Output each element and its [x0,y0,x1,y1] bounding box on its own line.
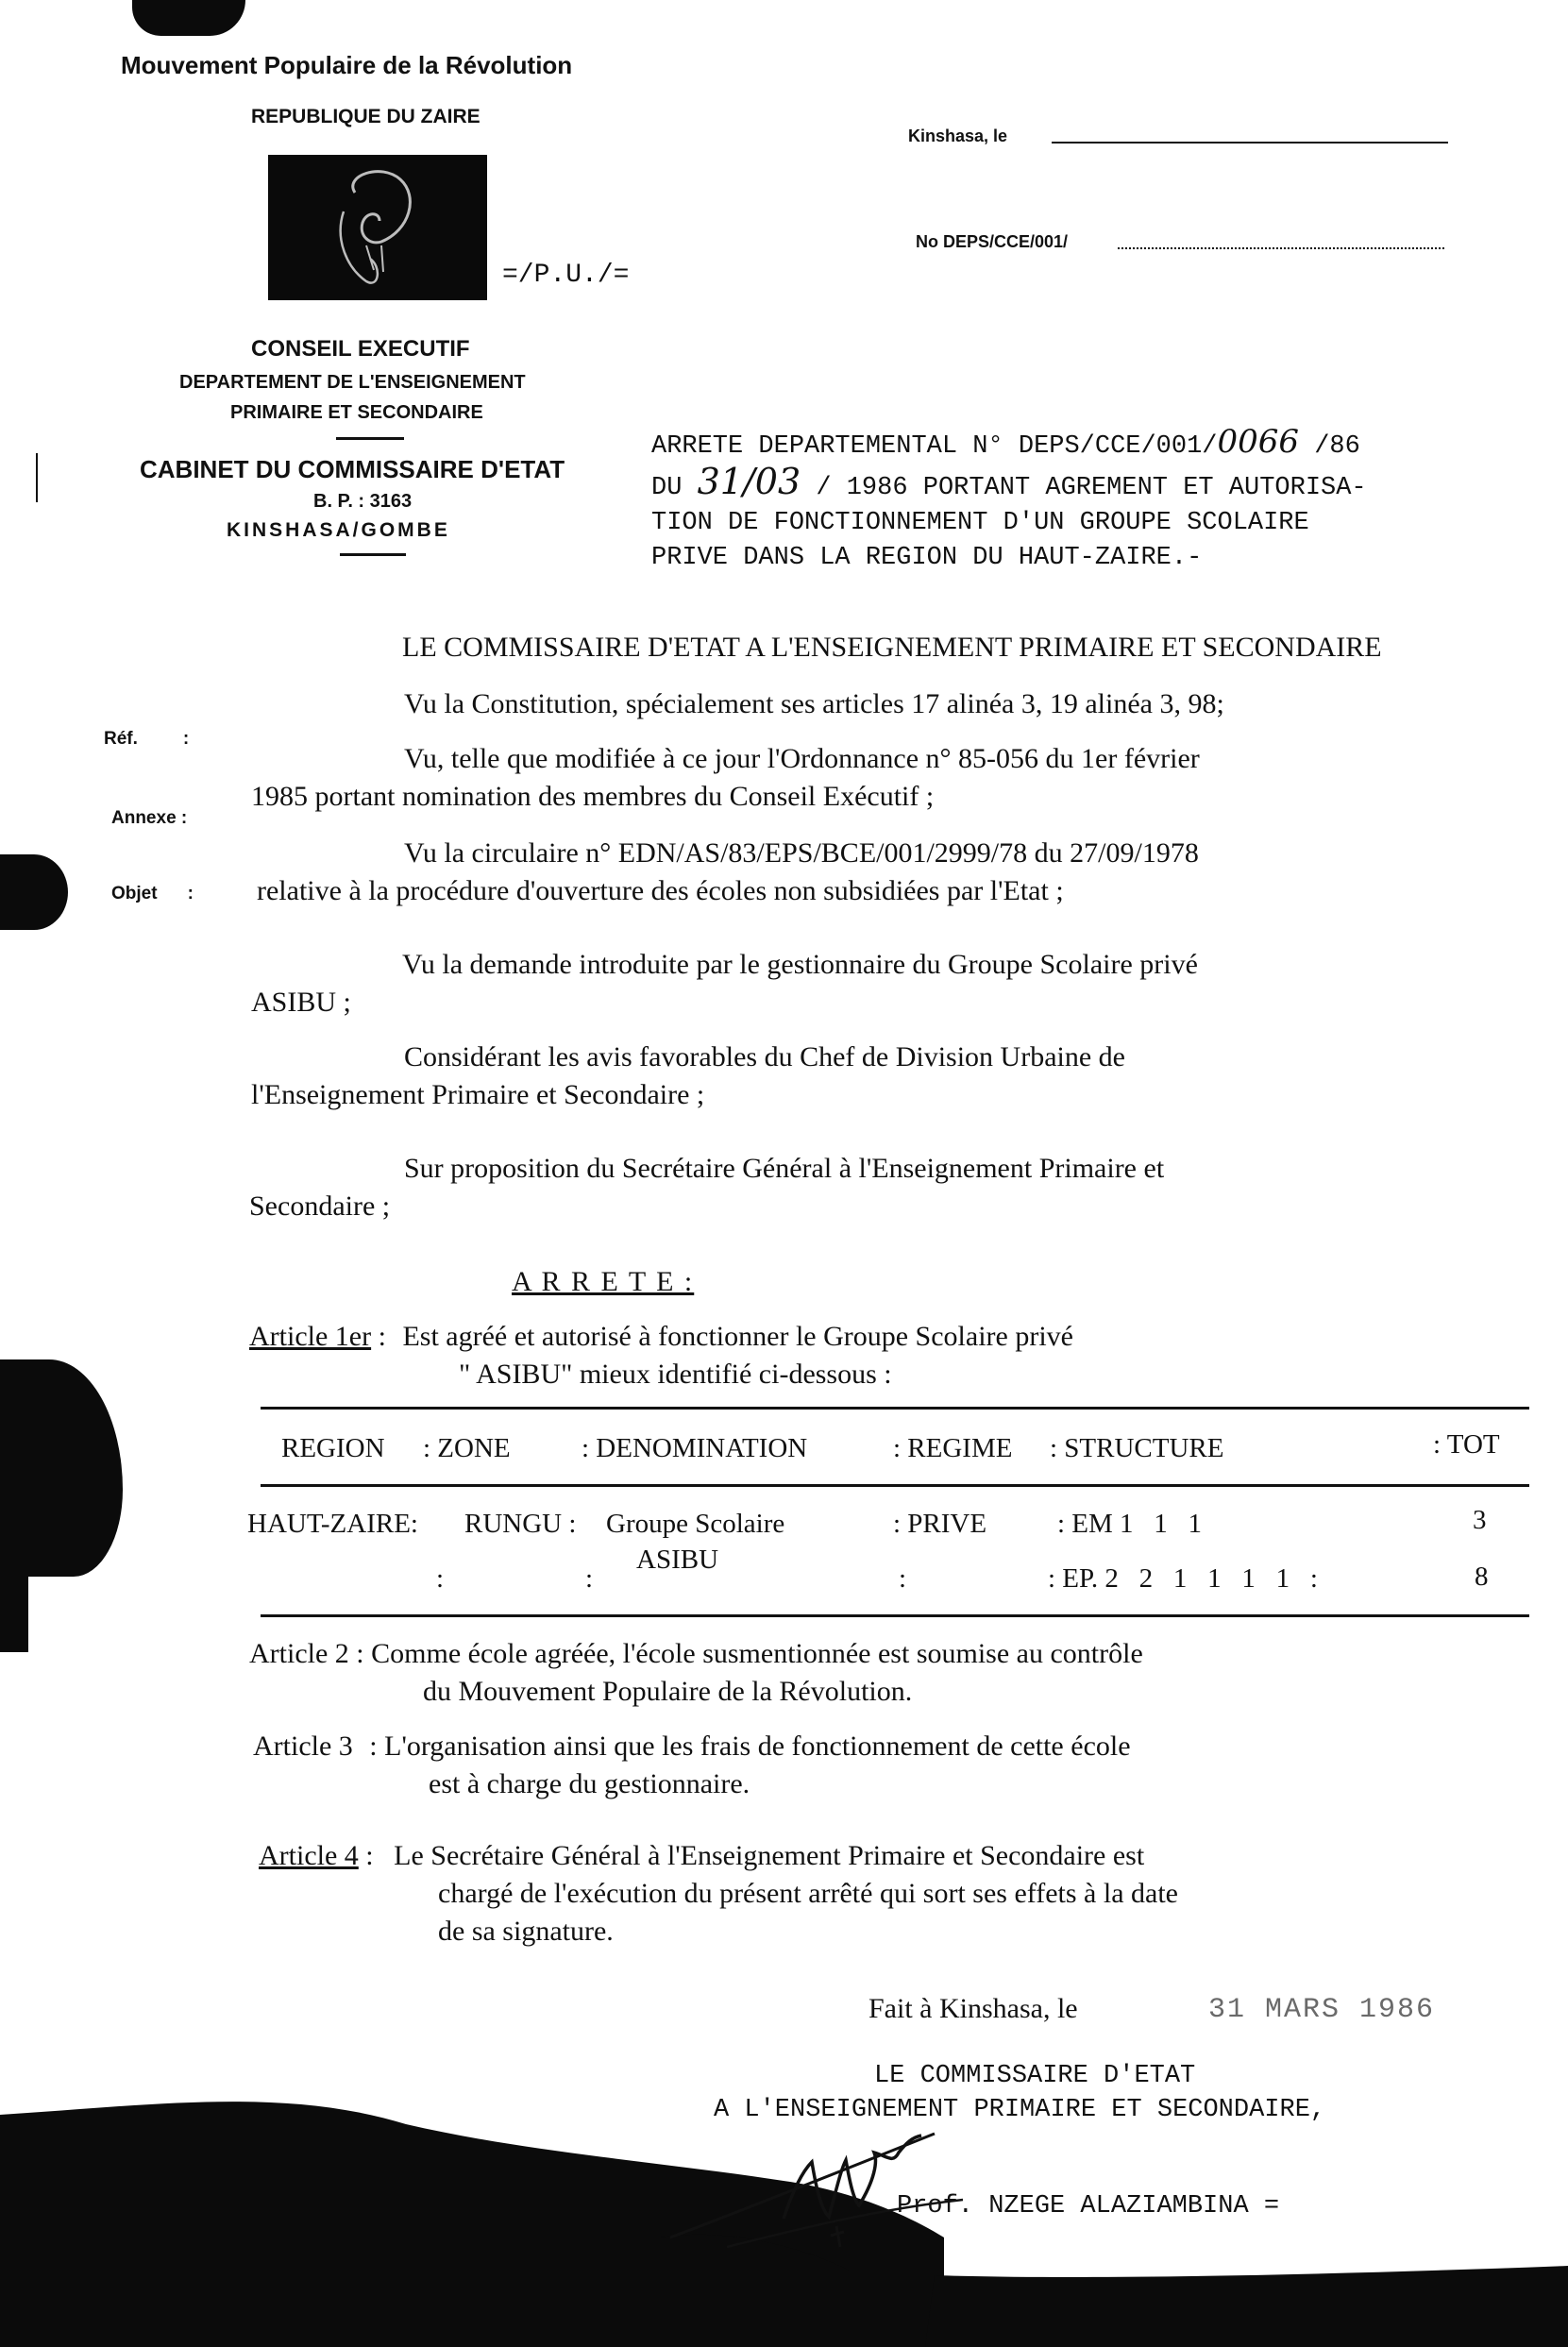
reference-number-line [1118,247,1444,249]
title-line4: PRIVE DANS LA REGION DU HAUT-ZAIRE.- [651,544,1203,572]
sur-proposition: Sur proposition du Secrétaire Général à l'Enseignement Primaire et Secondaire ; [249,1153,1165,1222]
vu-ordonnance: Vu, telle que modifiée à ce jour l'Ordonnance n° 85-056 du 1er février 1985 portant nomination des membres du Conseil Exécutif ; [251,743,1200,812]
title-line2: DU 31/03 / 1986 PORTANT AGREMENT ET AUTORISA- [651,461,1367,502]
handwritten-signature [651,2115,1010,2256]
vu-demande: Vu la demande introduite par le gestionnaire du Groupe Scolaire privé ASIBU ; [251,949,1198,1018]
row1-region: HAUT-ZAIRE: [247,1509,418,1539]
scan-blot-left-mid [0,854,68,930]
col-header-structure: : STRUCTURE [1050,1433,1224,1463]
col-header-denomination: : DENOMINATION [582,1433,808,1463]
vu-constitution: Vu la Constitution, spécialement ses articles 17 alinéa 3, 19 alinéa 3, 98; [404,688,1224,719]
row2-total: 8 [1475,1562,1489,1592]
signatory-title-line2: A L'ENSEIGNEMENT PRIMAIRE ET SECONDAIRE, [714,2096,1326,2124]
council-name: CONSEIL EXECUTIF [251,336,470,362]
row2-region-sep: : [436,1563,445,1594]
row1-structure: : EM 1 1 1 [1057,1509,1203,1539]
row1-regime: : PRIVE [893,1509,987,1539]
col-header-zone: : ZONE [423,1433,511,1463]
table-header-rule [261,1484,1529,1487]
scan-blot-top [132,0,245,36]
scan-blot-left-edge [0,1567,28,1652]
ref-label: Réf. : [104,729,190,749]
article-2: Article 2 : Comme école agréée, l'école susmentionnée est soumise au contrôle du Mouvement Populaire de la Révolution. [249,1638,1143,1707]
department-line1: DEPARTEMENT DE L'ENSEIGNEMENT [179,372,526,393]
row1-zone: RUNGU : [464,1509,577,1539]
row2-structure: : EP. 2 2 1 1 1 1 : [1048,1563,1318,1594]
closing-place: Fait à Kinshasa, le [868,1993,1078,2024]
department-line2: PRIMAIRE ET SECONDAIRE [230,402,483,423]
postal-box: B. P. : 3163 [313,491,413,512]
vu-circulaire: Vu la circulaire n° EDN/AS/83/EPS/BCE/001/2999/78 du 27/09/1978 relative à la procédure d'ouverture des écoles non subsidiées par l'Etat ; [257,837,1199,906]
cabinet-name: CABINET DU COMMISSAIRE D'ETAT [140,455,565,483]
left-margin-ticks [36,453,38,502]
row1-denomination-line1: Groupe Scolaire [606,1509,785,1539]
row2-regime-sep: : [899,1563,907,1594]
object-label: Objet : [111,884,194,903]
decision-heading: A R R E T E : [512,1266,695,1297]
row1-denomination-line2: ASIBU [636,1545,719,1575]
city-name: KINSHASA/GOMBE [227,519,450,541]
annex-label: Annexe : [111,808,188,828]
date-stamp: 31 MARS 1986 [1208,1994,1436,2026]
place-date-label: Kinshasa, le [908,127,1008,145]
article-4-label: Article 4 [259,1840,359,1871]
article-4: Article 4 : Le Secrétaire Général à l'Enseignement Primaire et Secondaire est chargé de l'exécution du présent arrêté qui sort ses effets à la date de sa signature. [259,1840,1178,1947]
party-name: Mouvement Populaire de la Révolution [121,51,573,79]
handwritten-decree-date: 31/03 [697,461,801,502]
title-line1: ARRETE DEPARTEMENTAL N° DEPS/CCE/001/0066 /86 [651,423,1360,461]
article-1-label: Article 1er [249,1321,372,1352]
national-emblem [268,155,487,300]
table-top-rule [261,1407,1529,1410]
col-header-region: REGION [281,1433,385,1463]
article-3: Article 3 : L'organisation ainsi que les frais de fonctionnement de cette école est à charge du gestionnaire. [253,1731,1131,1799]
handwritten-decree-number: 0066 [1217,423,1300,461]
city-underline [340,553,406,556]
reference-number-label: No DEPS/CCE/001/ [916,232,1069,251]
emblem-caption: =/P.U./= [502,261,630,290]
title-line3: TION DE FONCTIONNEMENT D'UN GROUPE SCOLAIRE [651,509,1309,537]
considerant: Considérant les avis favorables du Chef de Division Urbaine de l'Enseignement Primaire et Secondaire ; [251,1041,1125,1110]
authority-line: LE COMMISSAIRE D'ETAT A L'ENSEIGNEMENT PRIMAIRE ET SECONDAIRE [402,632,1382,663]
row2-zone-sep: : [585,1563,594,1594]
article-3-label: Article 3 [253,1731,353,1762]
scan-blot-left-lower [0,1359,123,1577]
article-2-label: Article 2 : [249,1638,364,1669]
department-underline [336,437,404,440]
signatory-name: Prof. NZEGE ALAZIAMBINA = [897,2192,1280,2220]
row1-total: 3 [1473,1505,1487,1535]
article-1: Article 1er : Est agréé et autorisé à fonctionner le Groupe Scolaire privé " ASIBU" mieux identifié ci-dessous : [249,1321,1073,1390]
signatory-title-line1: LE COMMISSAIRE D'ETAT [874,2062,1196,2090]
place-date-line [1052,142,1448,144]
col-header-regime: : REGIME [893,1433,1013,1463]
title-block [651,425,1367,576]
col-header-total: : TOT [1433,1429,1500,1460]
table-bottom-rule [261,1614,1529,1617]
republic-name: REPUBLIQUE DU ZAIRE [251,106,481,127]
